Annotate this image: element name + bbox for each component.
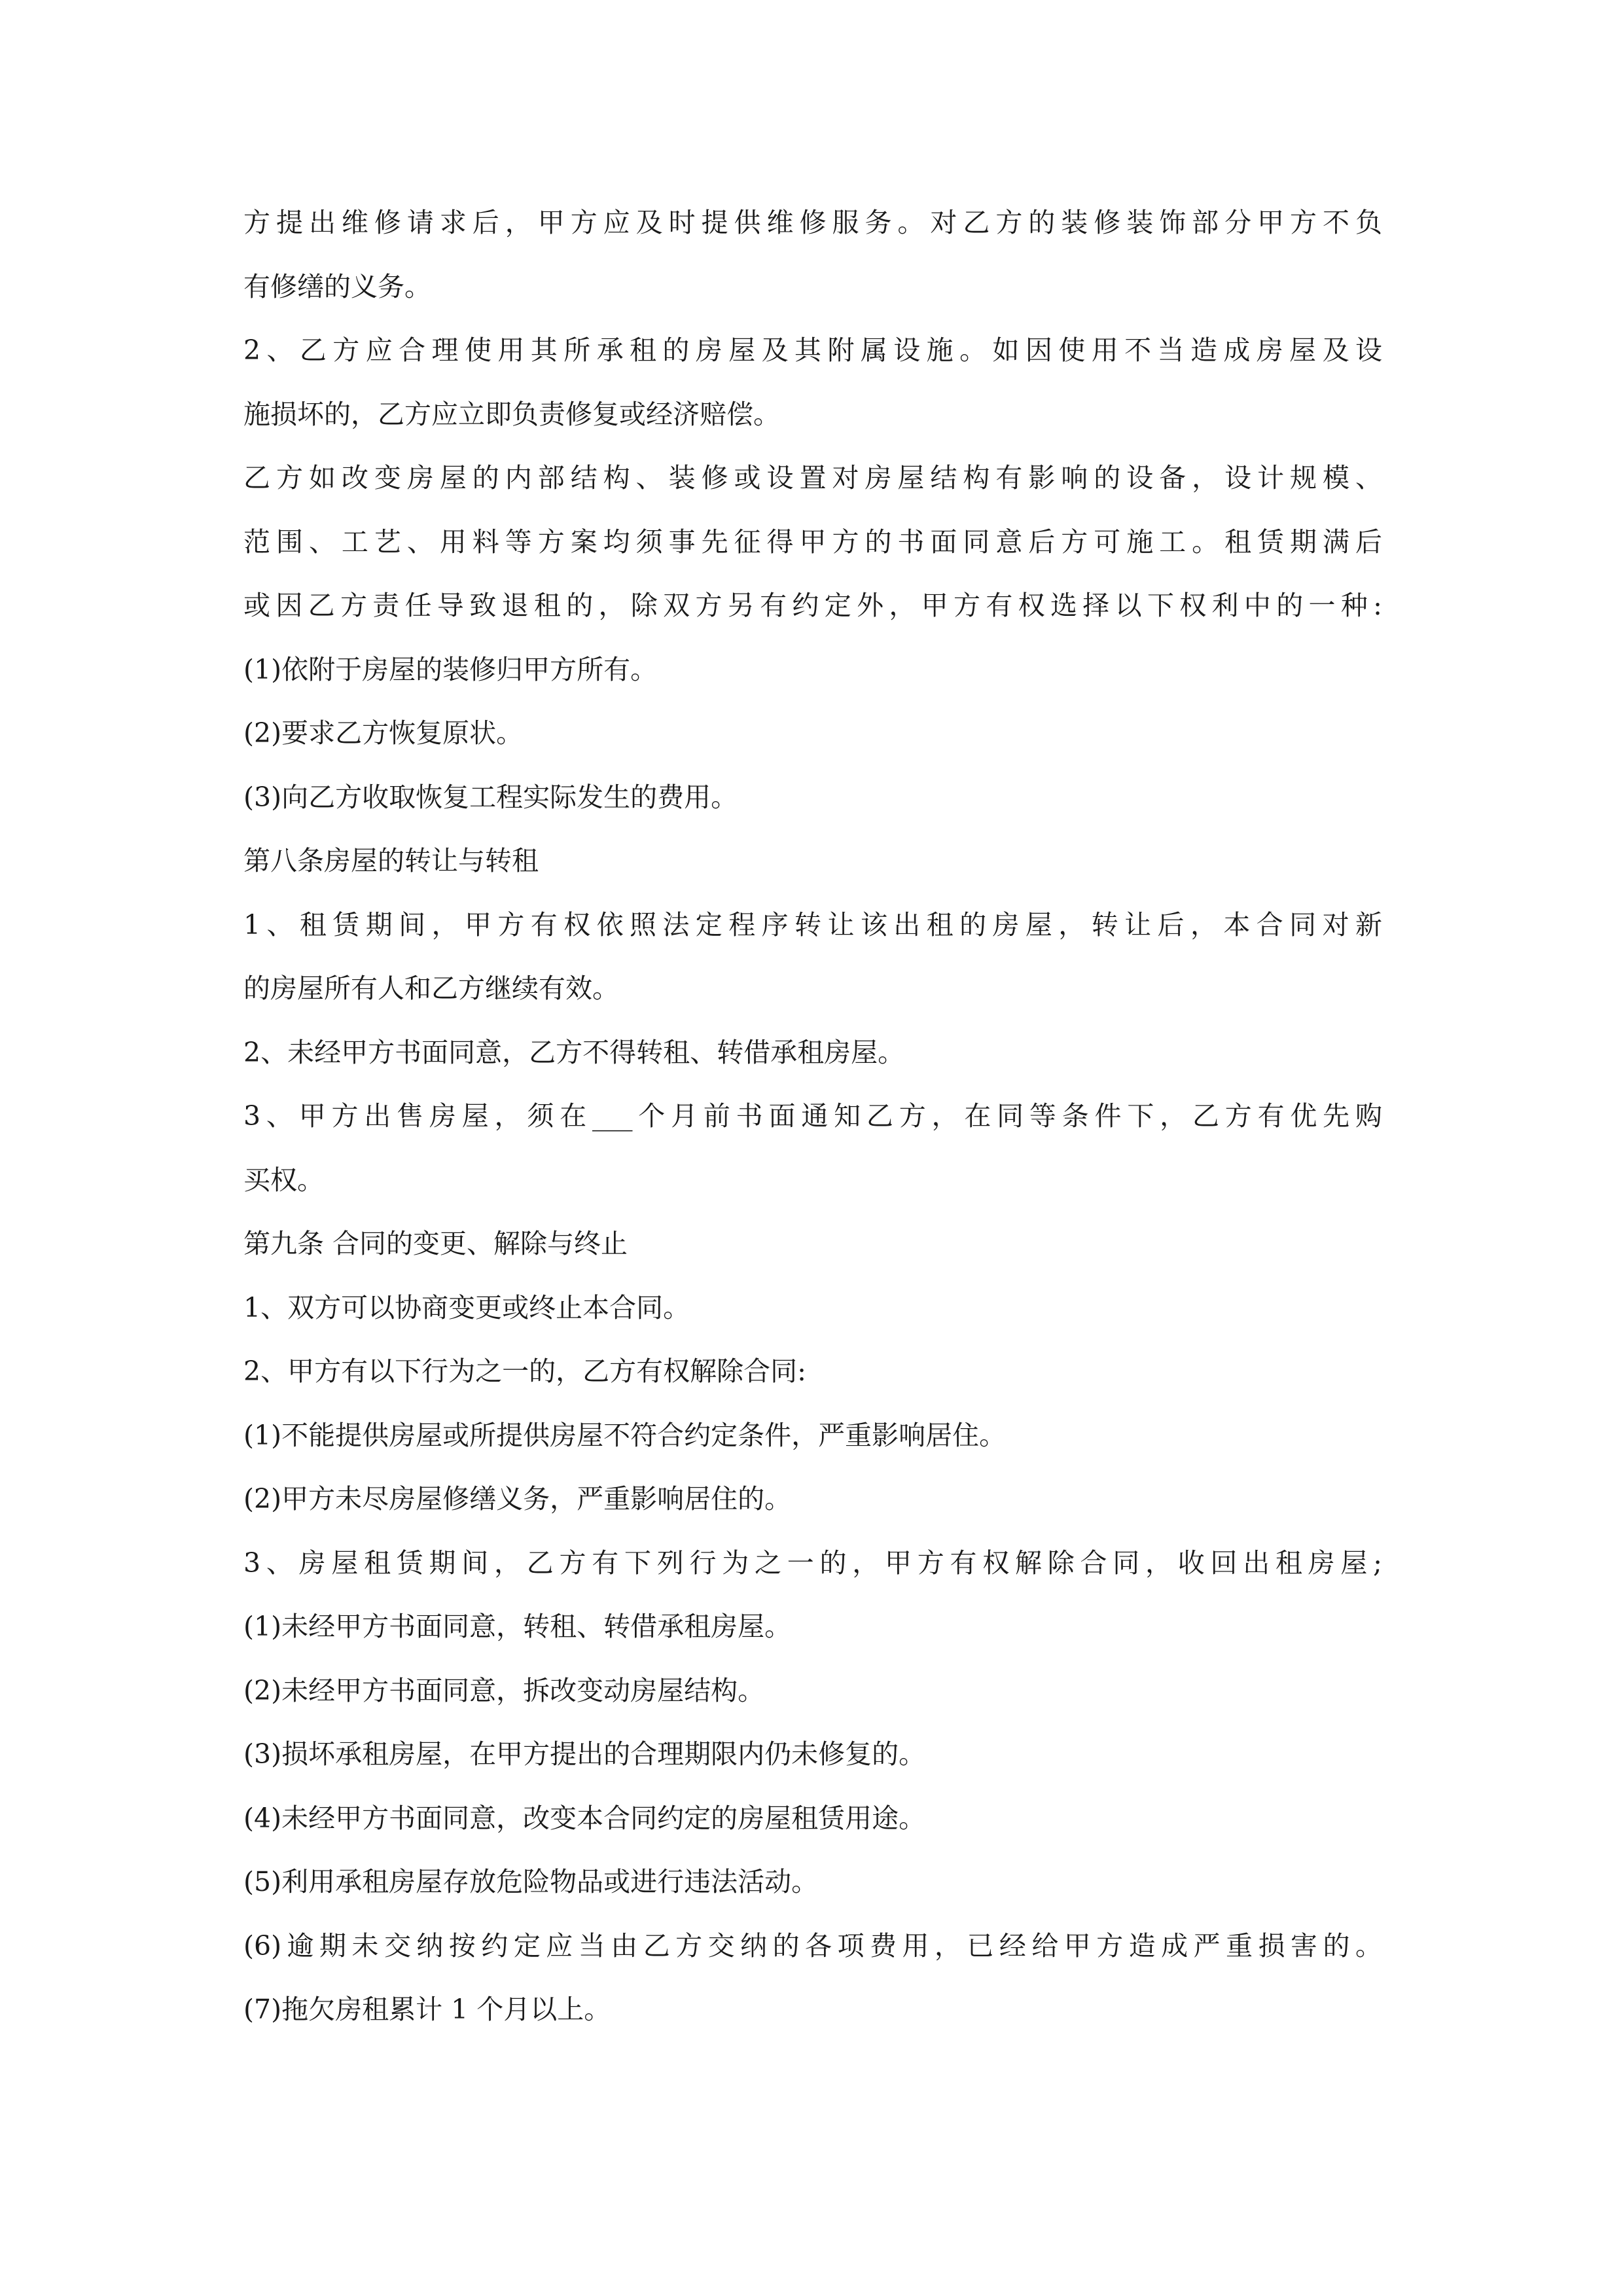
text-line: 1、双方可以协商变更或终止本合同。 [243,1291,690,1323]
text-line: (2)未经甲方书面同意，拆改变动房屋结构。 [243,1674,765,1706]
text-line: 2、甲方有以下行为之一的，乙方有权解除合同: [243,1355,806,1387]
text-line: 施损坏的，乙方应立即负责修复或经济赔偿。 [243,398,780,430]
text-line: 乙方如改变房屋的内部结构、装修或设置对房屋结构有影响的设备，设计规模、 [243,462,1382,493]
text-line: (1)不能提供房屋或所提供房屋不符合约定条件，严重影响居住。 [243,1419,1007,1451]
text-line: (4)未经甲方书面同意，改变本合同约定的房屋租赁用途。 [243,1802,926,1834]
section-heading: 第八条房屋的转让与转租 [243,845,539,876]
text-line: (3)向乙方收取恢复工程实际发生的费用。 [243,781,738,813]
text-line: 1、租赁期间，甲方有权依照法定程序转让该出租的房屋，转让后，本合同对新 [243,908,1382,941]
document-body [243,191,1382,2042]
text-line: (5)利用承租房屋存放危险物品或进行违法活动。 [243,1866,819,1897]
text-line: 买权。 [243,1164,324,1196]
text-line: (6)逾期未交纳按约定应当由乙方交纳的各项费用，已经给甲方造成严重损害的。 [243,1929,1382,1962]
text-line: (2)要求乙方恢复原状。 [243,717,524,749]
text-line: 有修缮的义务。 [243,270,431,302]
text-line: 的房屋所有人和乙方继续有效。 [243,973,619,1004]
text-line: (1)依附于房屋的装修归甲方所有。 [243,653,658,685]
text-line: 范围、工艺、用料等方案均须事先征得甲方的书面同意后方可施工。租赁期满后 [243,526,1382,558]
text-line: 方提出维修请求后，甲方应及时提供维修服务。对乙方的装修装饰部分甲方不负 [243,207,1382,238]
text-line: 3、房屋租赁期间，乙方有下列行为之一的，甲方有权解除合同，收回出租房屋; [243,1547,1382,1579]
text-line: (1)未经甲方书面同意，转租、转借承租房屋。 [243,1611,792,1642]
text-line: 2、乙方应合理使用其所承租的房屋及其附属设施。如因使用不当造成房屋及设 [243,334,1382,366]
section-heading: 第九条 合同的变更、解除与终止 [243,1228,628,1259]
text-line: (7)拖欠房租累计 1 个月以上。 [243,1994,611,2025]
text-line: (3)损坏承租房屋，在甲方提出的合理期限内仍未修复的。 [243,1738,926,1770]
text-line: 2、未经甲方书面同意，乙方不得转租、转借承租房屋。 [243,1036,905,1068]
text-line: (2)甲方未尽房屋修缮义务，严重影响居住的。 [243,1483,792,1515]
text-line: 或因乙方责任导致退租的，除双方另有约定外，甲方有权选择以下权利中的一种: [243,590,1382,621]
text-line: 3、甲方出售房屋，须在___个月前书面通知乙方，在同等条件下，乙方有优先购 [243,1100,1382,1132]
